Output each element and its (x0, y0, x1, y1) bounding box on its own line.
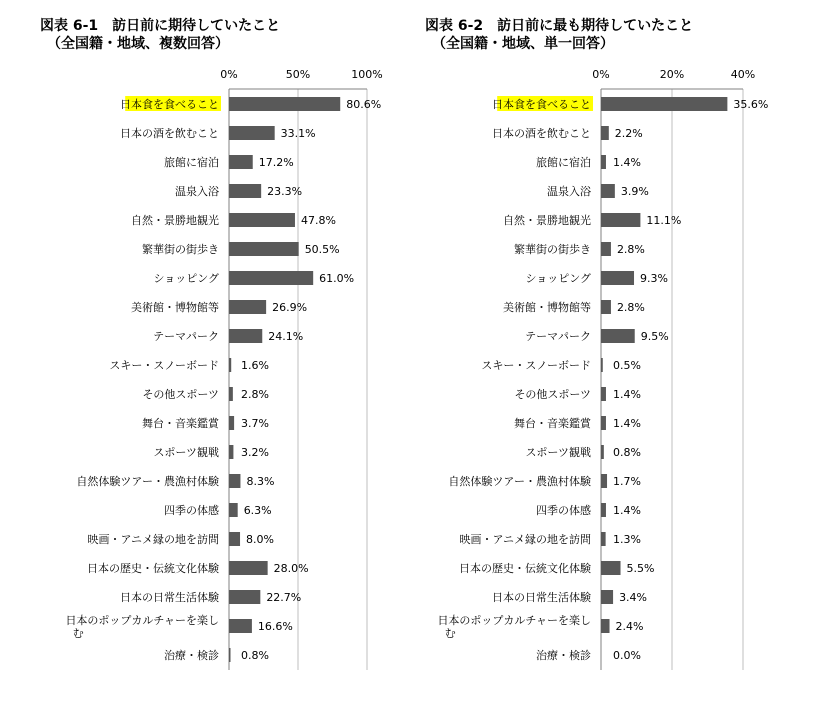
chart-1-bar (229, 474, 240, 488)
chart-1-category-label: 日本食を食べること (120, 98, 219, 111)
chart-2-category-label: 繁華街の街歩き (514, 243, 591, 256)
chart-2-bar (601, 532, 606, 546)
chart-2-value-label: 5.5% (626, 562, 655, 575)
chart-2-value-label: 11.1% (646, 214, 682, 227)
chart-2-value-label: 1.7% (613, 475, 641, 488)
chart-1-value-label: 47.8% (300, 214, 336, 227)
chart-1-category-label: 旅館に宿泊 (164, 156, 219, 169)
chart-2-value-label: 0.5% (613, 359, 641, 372)
chart-2-bar (601, 619, 610, 633)
chart-1-bar (229, 300, 266, 314)
chart-1-value-label: 23.3% (267, 185, 303, 198)
chart-1-value-label: 6.3% (243, 504, 272, 517)
chart-1-tick-label: 50% (285, 68, 311, 81)
chart-2-value-label: 0.0% (613, 649, 641, 662)
chart-2-bar (601, 271, 634, 285)
chart-1-category-label: 繁華街の街歩き (142, 243, 219, 256)
chart-2-bar (601, 416, 606, 430)
chart-2-bar (601, 242, 611, 256)
chart-2-tick-label: 0% (592, 68, 610, 81)
chart-2-bar (601, 445, 604, 459)
chart-2-category-label: 自然体験ツアー・農漁村体験 (448, 475, 591, 488)
chart-2-category-label-wrap: む (444, 627, 456, 640)
chart-2-bar (601, 97, 727, 111)
chart-1-bar (229, 561, 268, 575)
chart-2-bar (601, 474, 607, 488)
chart-1-category-label: スポーツ観戦 (153, 446, 219, 459)
chart-2-bar (601, 358, 603, 372)
chart-1-bar (229, 155, 253, 169)
chart-1-value-label: 8.3% (246, 475, 275, 488)
chart-2-category-label: 日本のポップカルチャーを楽し (437, 614, 591, 627)
chart-title-1: 図表 6-1 訪日前に期待していたこと （全国籍・地域、複数回答） (40, 18, 281, 52)
chart-2-bar (601, 503, 606, 517)
chart-1-category-label-wrap: む (72, 627, 84, 640)
chart-1-value-label: 8.0% (246, 533, 274, 546)
chart-1-value-label: 50.5% (304, 243, 340, 256)
chart-2-category-label: ショッピング (525, 272, 591, 285)
chart-1-category-label: 日本の酒を飲むこと (120, 127, 219, 140)
chart-1-category-label: 日本のポップカルチャーを楽し (65, 614, 219, 627)
chart-2-category-label: 温泉入浴 (547, 185, 591, 198)
chart-title-2: 図表 6-2 訪日前に最も期待していたこと （全国籍・地域、単一回答） (425, 18, 694, 52)
chart-1-value-label: 16.6% (257, 620, 293, 633)
chart-2-value-label: 3.4% (619, 591, 648, 604)
chart-2-bar (601, 155, 606, 169)
chart-1-category-label: 舞台・音楽鑑賞 (142, 417, 219, 430)
chart-1-bar (229, 619, 252, 633)
chart-2-bar (601, 126, 609, 140)
chart-1-value-label: 28.0% (273, 562, 309, 575)
chart-1-bar (229, 213, 295, 227)
chart-2-category-label: 治療・検診 (536, 649, 591, 662)
chart-1-category-label: 日本の日常生活体験 (120, 591, 219, 604)
chart-1-value-label: 17.2% (258, 156, 294, 169)
chart-1-value-label: 24.1% (268, 330, 304, 343)
chart-1-bar (229, 503, 238, 517)
chart-2-value-label: 0.8% (613, 446, 641, 459)
chart-2-category-label: 旅館に宿泊 (536, 156, 591, 169)
chart-1-category-label: 自然・景勝地観光 (131, 214, 219, 227)
chart-2-tick-label: 40% (730, 68, 756, 81)
chart-2-value-label: 2.4% (615, 620, 644, 633)
chart-2-bar (601, 590, 613, 604)
chart-2-category-label: スポーツ観戦 (525, 446, 591, 459)
chart-1-category-label: テーマパーク (153, 330, 219, 343)
chart-1-category-label: 日本の歴史・伝統文化体験 (87, 562, 219, 575)
chart-2-bar (601, 213, 640, 227)
chart-2-category-label: テーマパーク (525, 330, 591, 343)
chart-2-value-label: 2.8% (616, 301, 645, 314)
chart-1-value-label: 3.2% (241, 446, 269, 459)
chart-2-value-label: 9.3% (640, 272, 668, 285)
chart-2-bar (601, 300, 611, 314)
chart-2-value-label: 1.4% (613, 156, 641, 169)
chart-2-value-label: 3.9% (620, 185, 649, 198)
chart-2-bar (601, 561, 621, 575)
chart-2-value-label: 35.6% (733, 98, 769, 111)
chart-1-tick-label: 100% (351, 68, 383, 81)
chart-2-category-label: スキー・スノーボード (481, 359, 591, 372)
chart-1-category-label: スキー・スノーボード (109, 359, 219, 372)
chart-2-category-label: 日本の歴史・伝統文化体験 (459, 562, 591, 575)
chart-1-category-label: 自然体験ツアー・農漁村体験 (76, 475, 219, 488)
chart-1-value-label: 3.7% (241, 417, 269, 430)
chart-1-category-label: 四季の体感 (164, 504, 219, 517)
chart-1-value-label: 0.8% (241, 649, 269, 662)
chart-1-category-label: 治療・検診 (164, 649, 219, 662)
chart-2-category-label: 自然・景勝地観光 (503, 214, 591, 227)
chart-1-bar (229, 329, 262, 343)
chart-1-bar (229, 648, 231, 662)
chart-1-value-label: 22.7% (266, 591, 302, 604)
chart-2-value-label: 2.2% (614, 127, 643, 140)
chart-1-bar (229, 590, 260, 604)
chart-1-value-label: 1.6% (241, 359, 269, 372)
chart-2-value-label: 1.4% (613, 417, 641, 430)
chart-2-value-label: 1.4% (613, 504, 641, 517)
chart-1-bar (229, 358, 231, 372)
chart-2-value-label: 9.5% (640, 330, 669, 343)
chart-2-bar (601, 329, 635, 343)
chart-2-category-label: 映画・アニメ縁の地を訪問 (459, 533, 591, 546)
chart-1-value-label: 80.6% (346, 98, 382, 111)
chart-1-bar (229, 184, 261, 198)
chart-1-bar (229, 387, 233, 401)
chart-2-tick-label: 20% (659, 68, 685, 81)
chart-1-category-label: 温泉入浴 (175, 185, 219, 198)
chart-1-category-label: 映画・アニメ縁の地を訪問 (87, 533, 219, 546)
chart-1-category-label: ショッピング (153, 272, 219, 285)
chart-1-category-label: 美術館・博物館等 (131, 301, 219, 314)
chart-1-value-label: 2.8% (241, 388, 269, 401)
chart-2-category-label: その他スポーツ (514, 388, 591, 401)
chart-2-category-label: 日本食を食べること (492, 98, 591, 111)
chart-1-bar (229, 445, 233, 459)
chart-1-bar (229, 126, 275, 140)
chart-2-category-label: 日本の日常生活体験 (492, 591, 591, 604)
chart-2-category-label: 美術館・博物館等 (503, 301, 591, 314)
chart-1-value-label: 33.1% (280, 127, 316, 140)
chart-2-value-label: 1.4% (613, 388, 641, 401)
chart-1-bar (229, 242, 299, 256)
chart-2-category-label: 日本の酒を飲むこと (492, 127, 591, 140)
chart-1-bar (229, 271, 313, 285)
chart-1-bar (229, 97, 340, 111)
chart-2-category-label: 舞台・音楽鑑賞 (514, 417, 591, 430)
chart-1-bar (229, 532, 240, 546)
chart-2-category-label: 四季の体感 (536, 504, 591, 517)
chart-2-value-label: 1.3% (613, 533, 641, 546)
chart-1-value-label: 26.9% (272, 301, 308, 314)
chart-1-bar (229, 416, 234, 430)
chart-1-tick-label: 0% (220, 68, 238, 81)
chart-2-bar (601, 387, 606, 401)
chart-1-value-label: 61.0% (319, 272, 355, 285)
chart-1-category-label: その他スポーツ (142, 388, 219, 401)
chart-2-bar (601, 184, 615, 198)
chart-2-value-label: 2.8% (616, 243, 645, 256)
